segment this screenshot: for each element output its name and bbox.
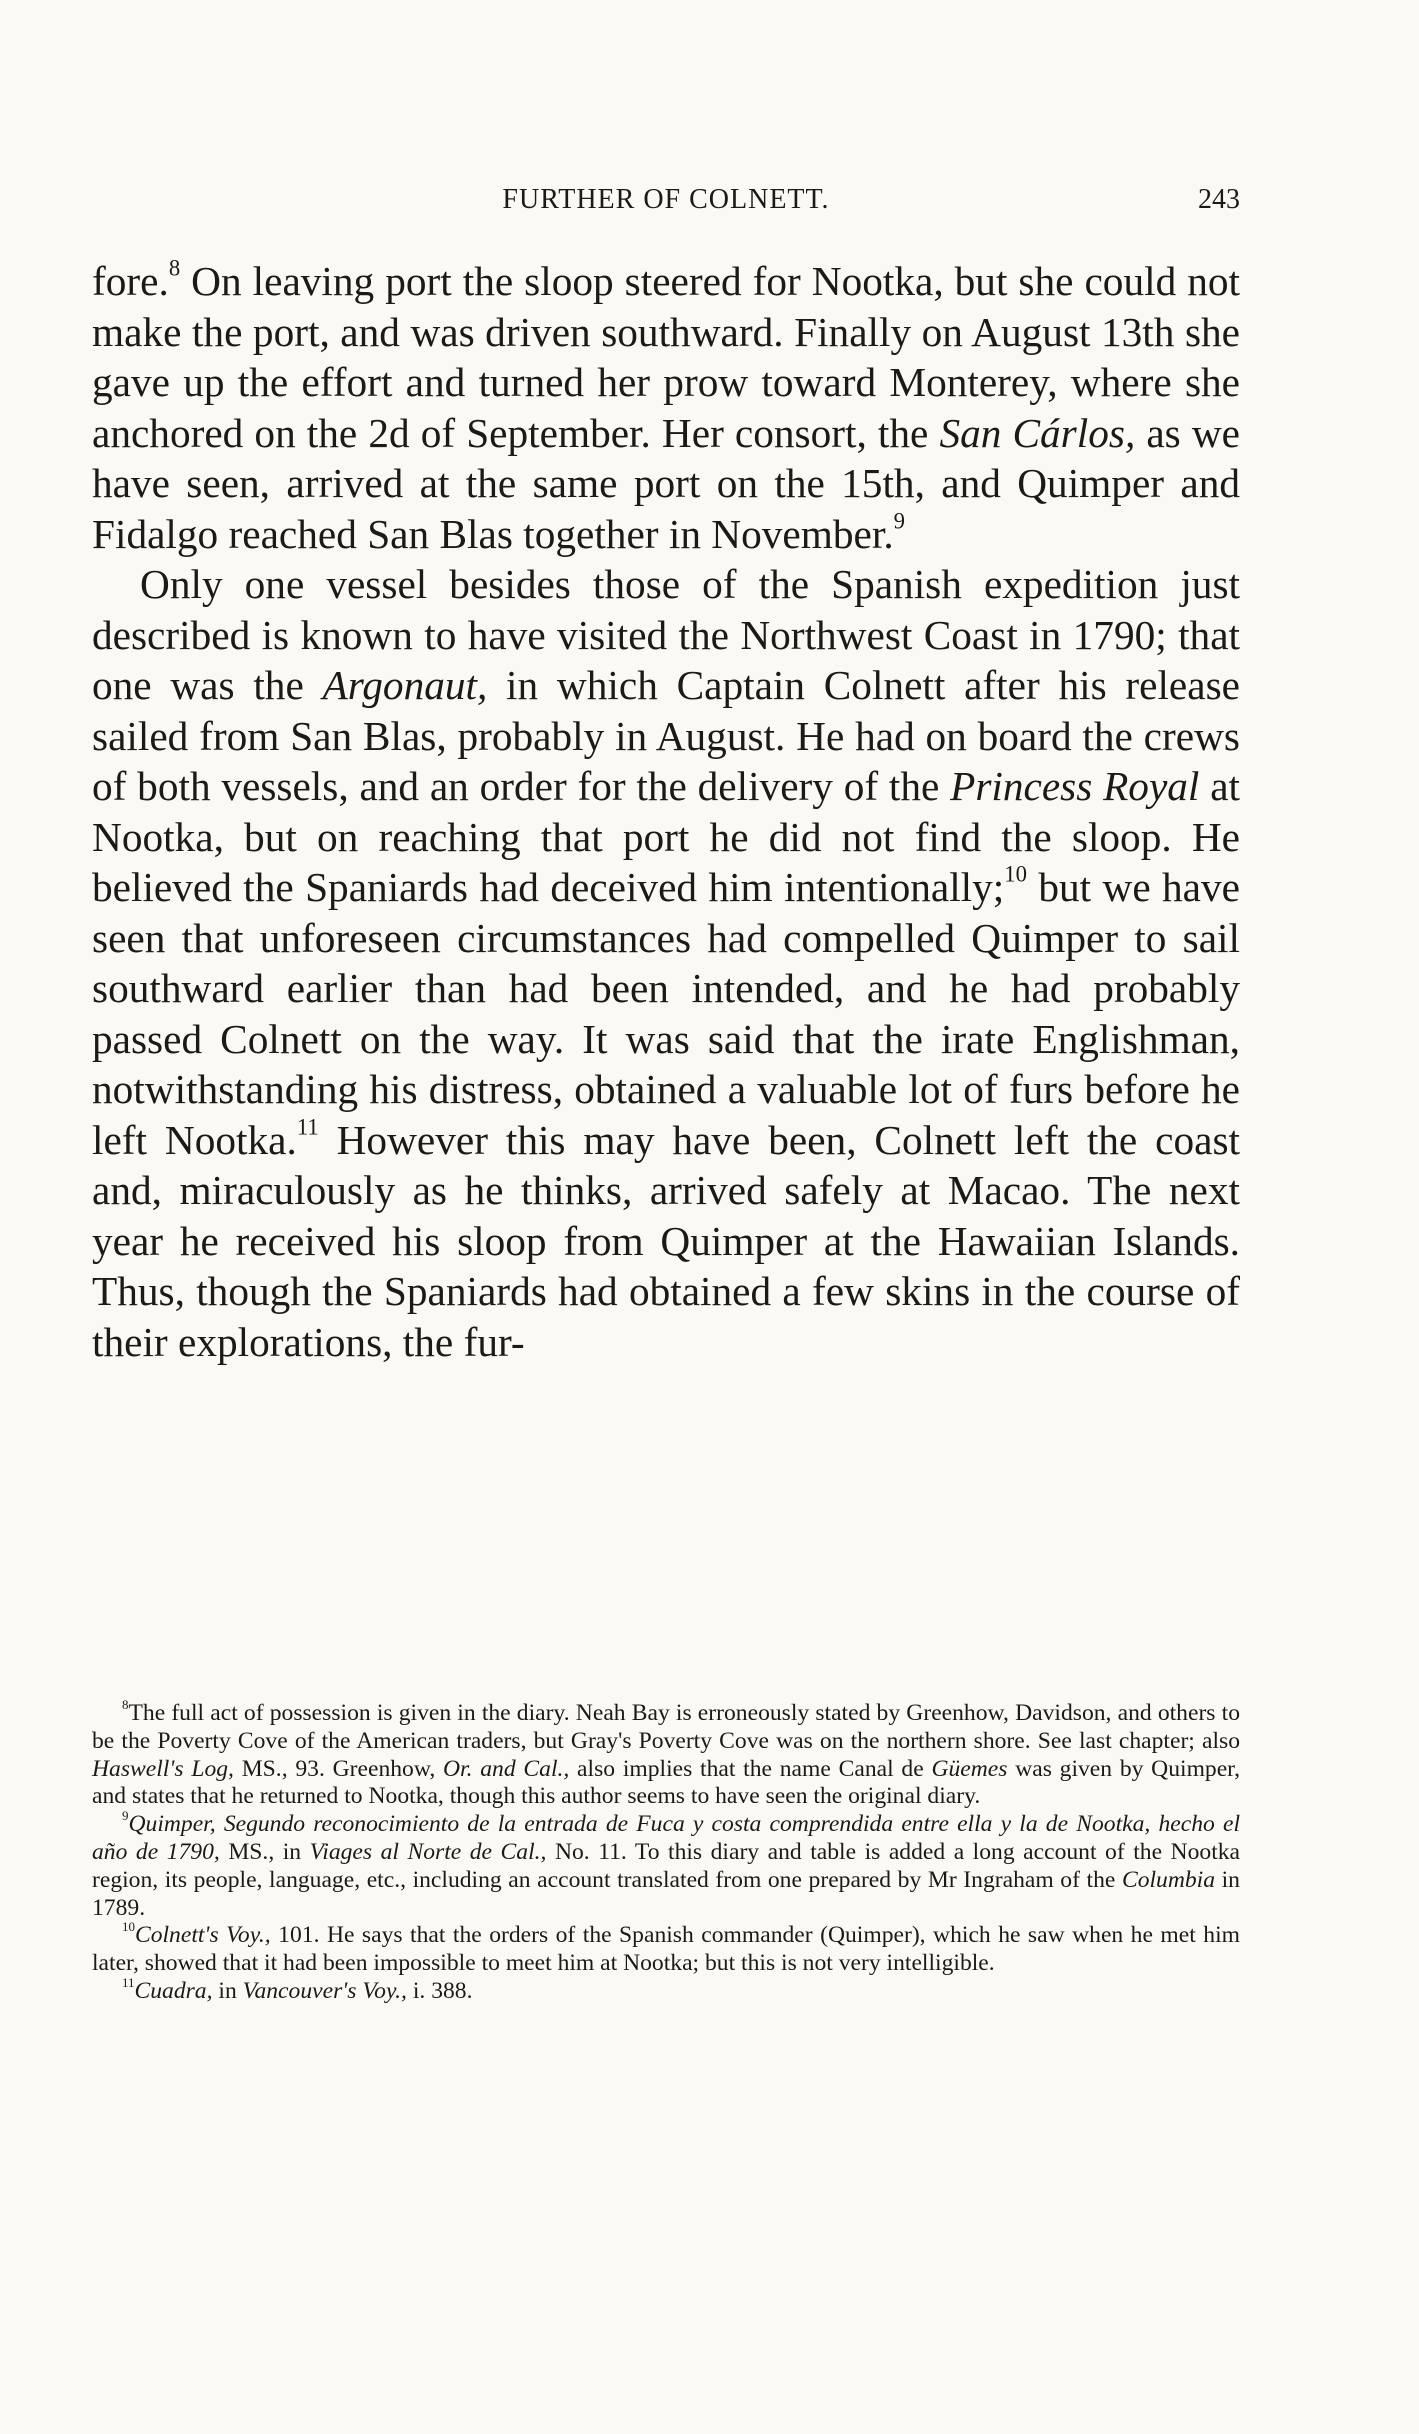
footnote-number: 9 (122, 1808, 129, 1824)
text-run: but we have seen that unforeseen circumstances had compelled Quimper to sail southward earlier than had been intended, and he had probably passed Colnett on the way. It was said that the irate Englishman, notwithstanding his distress, obtained a valuable lot of furs before he left Nootka. (92, 864, 1240, 1163)
ship-name: Columbia (1121, 1866, 1216, 1893)
text-run: Only one vessel besides those of the Spanish expedition just described is known to have visited the Northwest Coast in 1790; that one was the (92, 561, 1240, 708)
text-run: MS., 93. Greenhow, (233, 1755, 443, 1782)
footnote-9 (92, 1808, 1241, 1922)
footnote-ref-9: 9 (893, 508, 905, 534)
footnote-8 (92, 1696, 1240, 1811)
place-name: Güemes (931, 1755, 1008, 1782)
citation-title: Viages al Norte de Cal., (309, 1838, 547, 1865)
text-run: in (212, 1977, 243, 2004)
text-run: The full act of possession is given in the diary. Neah Bay is erroneously stated by Greenhow, Davidson, and others to be the Poverty Cove of the American traders, but Gray's Poverty Cove was on the northern shore. See last chapter; also (92, 1700, 1240, 1754)
footnote-11 (92, 1974, 1240, 2006)
text-run: MS., in (219, 1838, 310, 1865)
text-run: was given by Quimper, and states that he returned to Nootka, though this author seems to have seen the original diary. (92, 1755, 1240, 1810)
page-number: 243 (1198, 184, 1240, 215)
text-run: i. 388. (406, 1977, 473, 2004)
text-run: as we have seen, arrived at the same port on the 15th, and Quimper and Fidalgo reached San Blas together in November. (92, 409, 1240, 557)
text-run: in 1789. (92, 1866, 1240, 1921)
main-text (92, 256, 1240, 1367)
ship-name: Princess Royal (950, 763, 1200, 809)
footnote-10 (92, 1919, 1240, 1978)
footnote-ref-8: 8 (168, 255, 181, 281)
text-run: 101. He says that the orders of the Spanish commander (Quimper), which he saw when he met him later, showed that it had been impossible to meet him at Nootka; but this is not very intelligible. (92, 1922, 1240, 1977)
citation-title: Colnett's Voy., (134, 1922, 271, 1949)
text-run: fore. (92, 258, 169, 304)
text-run: No. 11. To this diary and table is added a long account of the Nootka region, its people, language, etc., including an account translated from one prepared by Mr Ingraham of the (92, 1838, 1241, 1893)
paragraph-2 (92, 559, 1240, 1367)
page-header (92, 184, 1240, 224)
ship-name: Argonaut, (322, 662, 488, 708)
citation-title: Cuadra, (134, 1977, 213, 2004)
citation-title: Quimper, Segundo reconocimiento de la entrada de Fuca y costa comprendida entre ella y la de Nootka, hecho el año de 1790, (92, 1811, 1240, 1865)
footnote-ref-10: 10 (1004, 861, 1027, 887)
footnote-number: 10 (122, 1919, 135, 1935)
footnote-number: 8 (122, 1696, 129, 1712)
text-run: in which Captain Colnett after his release sailed from San Blas, probably in August. He had on board the crews of both vessels, and an order for the delivery of the (92, 662, 1240, 809)
footnote-number: 11 (122, 1974, 135, 1990)
ship-name: San Cárlos, (939, 409, 1136, 456)
citation-title: Or. and Cal., (443, 1755, 570, 1782)
paragraph-1 (92, 256, 1240, 559)
footnotes (92, 1696, 1241, 2006)
text-run: at Nootka, but on reaching that port he did not find the sloop. He believed the Spaniards had deceived him intentionally; (92, 763, 1240, 910)
text-run: However this may have been, Colnett left the coast and, miraculously as he thinks, arrived safely at Macao. The next year he received his sloop from Quimper at the Hawaiian Islands. Thus, though the Spaniards had obtained a few skins in the course of their explorations, the fur- (92, 1116, 1241, 1365)
running-head: FURTHER OF COLNETT. (502, 184, 830, 215)
citation-title: Haswell's Log, (92, 1755, 234, 1782)
footnote-ref-11: 11 (296, 1114, 319, 1140)
text-run: On leaving port the sloop steered for Nootka, but she could not make the port, and was driven southward. Finally on August 13th she gave up the effort and turned her prow toward Monterey, where she anchored on the 2d of September. Her consort, the (92, 258, 1240, 456)
citation-title: Vancouver's Voy., (242, 1977, 407, 2004)
text-run: also implies that the name Canal de (569, 1755, 932, 1782)
